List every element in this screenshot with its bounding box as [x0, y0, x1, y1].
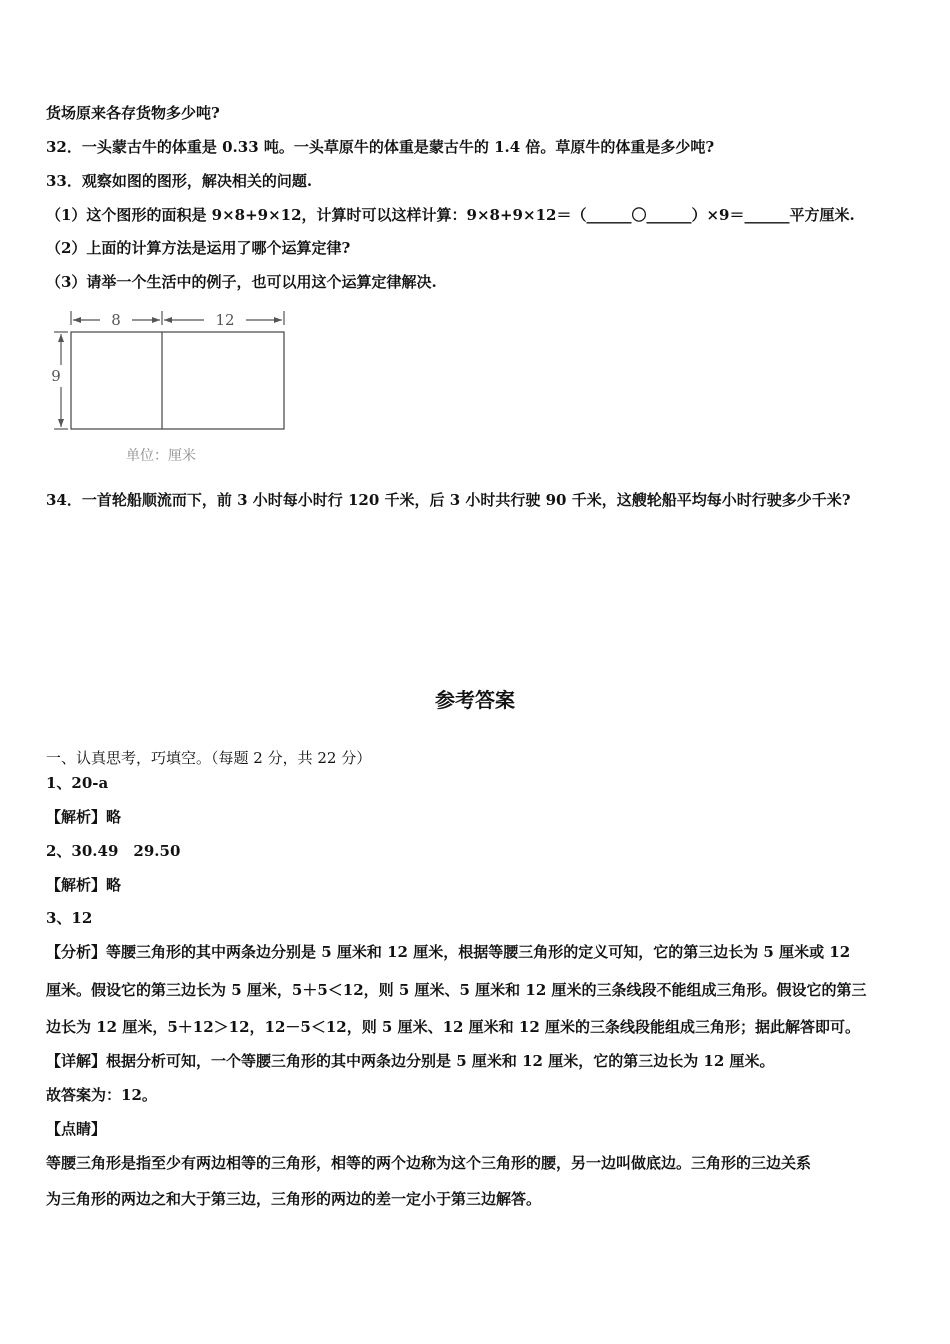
- section-1-heading: 一、认真思考，巧填空。（每题 2 分，共 22 分）: [46, 749, 372, 767]
- question-33-part-3: （3）请举一个生活中的例子，也可以用这个运算定律解决.: [46, 273, 437, 291]
- figure-unit-label: 单位：厘米: [126, 448, 196, 464]
- question-33-part-2: （2）上面的计算方法是运用了哪个运算定律?: [46, 239, 351, 257]
- answer-3-analysis-line-1: 【分析】等腰三角形的其中两条边分别是 5 厘米和 12 厘米，根据等腰三角形的定义可知，它的第三边长为 5 厘米或 12: [46, 943, 851, 961]
- answer-3-analysis-line-3: 边长为 12 厘米，5＋12＞12，12－5＜12，则 5 厘米、12 厘米和 12 厘米的三条线段能组成三角形；据此解答即可。: [46, 1018, 860, 1036]
- question-34: 34．一首轮船顺流而下，前 3 小时每小时行 120 千米，后 3 小时共行驶 90 千米，这艘轮船平均每小时行驶多少千米?: [46, 491, 851, 509]
- answer-3-analysis-line-2: 厘米。假设它的第三边长为 5 厘米，5＋5＜12，则 5 厘米、5 厘米和 12 厘米的三条线段不能组成三角形。假设它的第三: [46, 981, 867, 999]
- answer-2-analysis: 【解析】略: [46, 876, 122, 894]
- question-32: 32．一头蒙古牛的体重是 0.33 吨。一头草原牛的体重是蒙古牛的 1.4 倍。草原牛的体重是多少吨?: [46, 138, 715, 156]
- question-33: 33．观察如图的图形，解决相关的问题.: [46, 172, 313, 190]
- answer-2: 2、30.49 29.50: [46, 842, 181, 860]
- answer-1-analysis: 【解析】略: [46, 808, 122, 826]
- arrow-left-12: [164, 317, 172, 323]
- question-33-part-1: （1）这个图形的面积是 9×8+9×12，计算时可以这样计算：9×8+9×12＝（______〇______）×9＝______平方厘米.: [46, 206, 855, 224]
- arrow-right-8: [152, 317, 160, 323]
- answer-3-final: 故答案为：12。: [46, 1086, 157, 1104]
- question-31-tail: 货场原来各存货物多少吨?: [46, 104, 220, 122]
- rectangle-figure: [46, 305, 306, 465]
- answer-3-tip-line-1: 等腰三角形是指至少有两边相等的三角形，相等的两个边称为这个三角形的腰，另一边叫做底边。三角形的三边关系: [46, 1154, 812, 1172]
- answers-title: 参考答案: [435, 688, 515, 712]
- answer-3-tip-label: 【点睛】: [46, 1120, 107, 1138]
- label-height-9: 9: [51, 367, 61, 385]
- outer-rectangle: [71, 332, 284, 429]
- arrow-right-12: [274, 317, 282, 323]
- label-width-8: 8: [111, 311, 121, 329]
- arrow-left-8: [73, 317, 81, 323]
- answer-3-tip-line-2: 为三角形的两边之和大于第三边，三角形的两边的差一定小于第三边解答。: [46, 1190, 542, 1208]
- label-width-12: 12: [215, 311, 235, 329]
- answer-3-detail: 【详解】根据分析可知，一个等腰三角形的其中两条边分别是 5 厘米和 12 厘米，它的第三边长为 12 厘米。: [46, 1052, 775, 1070]
- arrow-down-9: [58, 419, 64, 427]
- arrow-up-9: [58, 334, 64, 342]
- answer-3: 3、12: [46, 909, 93, 927]
- answer-1: 1、20-a: [46, 774, 109, 792]
